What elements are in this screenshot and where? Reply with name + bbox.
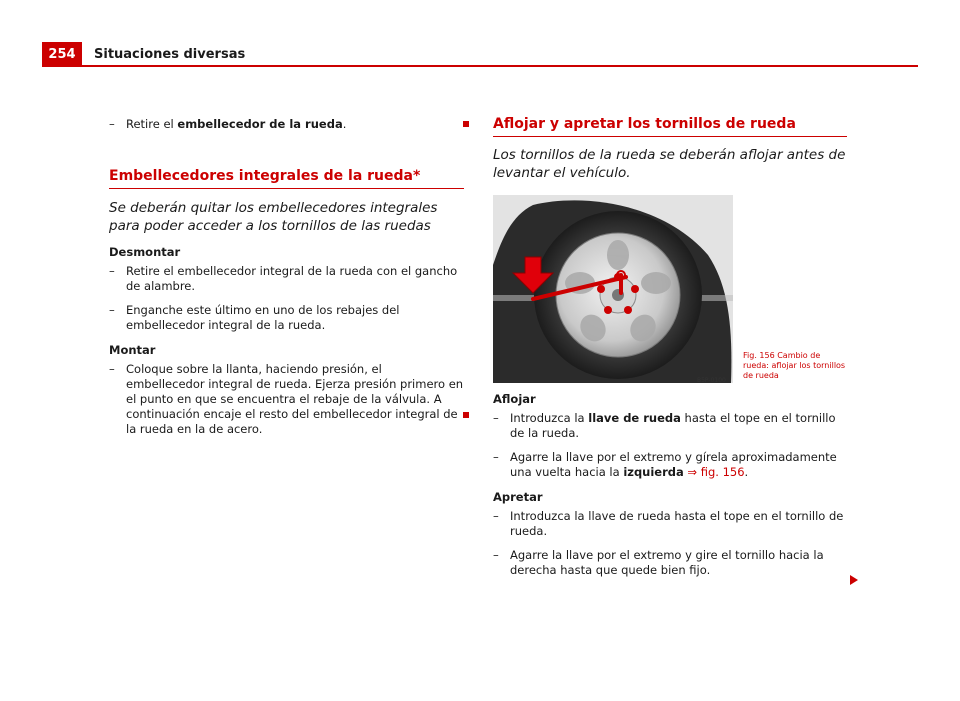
item-text: Introduzca la [510, 411, 589, 425]
subheading-aflojar: Aflojar [493, 392, 536, 406]
running-header: Situaciones diversas [94, 47, 246, 62]
list-item [493, 548, 847, 578]
list-item [493, 509, 847, 539]
item-text: Enganche este último en uno de los rebajes del embellecedor integral de la rueda. [126, 303, 400, 332]
continue-arrow-icon [850, 575, 858, 585]
page-number: 254 [42, 42, 82, 66]
wheel-lug-wrench-photo [493, 195, 733, 383]
item-text: . [342, 117, 347, 131]
dash-bullet: – [493, 548, 499, 562]
dash-bullet: – [493, 411, 499, 425]
list-item [493, 450, 847, 480]
right-column [493, 117, 847, 578]
item-text: Coloque sobre la llanta, haciendo presión, el embellecedor integral de rueda. Ejerza presión primero en el punto en que se encuentra el rebaje de la válvula. A continuación encaje el resto del embellecedor integral de la rueda en la de acero. [126, 362, 464, 436]
item-bold-text: embellecedor de la rueda [177, 117, 343, 131]
dash-bullet: – [109, 303, 115, 317]
end-of-section-marker [463, 121, 469, 127]
item-text: Agarre la llave por el extremo y gire el tornillo hacia la derecha hasta que quede bien fijo. [510, 548, 824, 577]
list-item [493, 411, 847, 441]
dash-bullet: – [109, 117, 115, 131]
subheading-desmontar: Desmontar [109, 245, 181, 259]
dash-bullet: – [493, 509, 499, 523]
item-text: Retire el [126, 117, 178, 131]
list-item [109, 362, 464, 437]
item-text: Retire el embellecedor integral de la rueda con el gancho de alambre. [126, 264, 458, 293]
figure-156 [493, 195, 847, 385]
list-item [109, 117, 464, 132]
section-intro: Se deberán quitar los embellecedores integrales para poder acceder a los tornillos de las ruedas [109, 200, 438, 234]
item-text: hasta el tope en el tornillo de la rueda. [510, 411, 836, 440]
subheading-apretar: Apretar [493, 490, 543, 504]
figure-code: B5P-0100 [697, 377, 726, 384]
dash-bullet: – [109, 362, 115, 376]
list-item [109, 264, 464, 294]
section-title-embellecedores: Embellecedores integrales de la rueda* [109, 169, 464, 189]
item-text: Agarre la llave por el extremo y gírela aproximadamente una vuelta hacia la [510, 450, 837, 479]
section-intro: Los tornillos de la rueda se deberán aflojar antes de levantar el vehículo. [493, 147, 846, 181]
figure-caption: Fig. 156 Cambio de rueda: aflojar los tornillos de rueda [743, 351, 846, 380]
item-text: Introduzca la llave de rueda hasta el tope en el tornillo de rueda. [510, 509, 844, 538]
list-item [109, 303, 464, 333]
left-column [109, 117, 464, 437]
dash-bullet: – [493, 450, 499, 464]
header-rule [42, 65, 918, 67]
subheading-montar: Montar [109, 343, 156, 357]
end-of-section-marker [463, 412, 469, 418]
dash-bullet: – [109, 264, 115, 278]
item-text: . [744, 465, 749, 479]
item-bold-text: llave de rueda [588, 411, 681, 425]
section-title-aflojar-apretar: Aflojar y apretar los tornillos de rueda [493, 117, 847, 137]
item-bold-text: izquierda [623, 465, 684, 479]
figure-cross-reference[interactable]: ⇒ fig. 156 [683, 465, 745, 479]
